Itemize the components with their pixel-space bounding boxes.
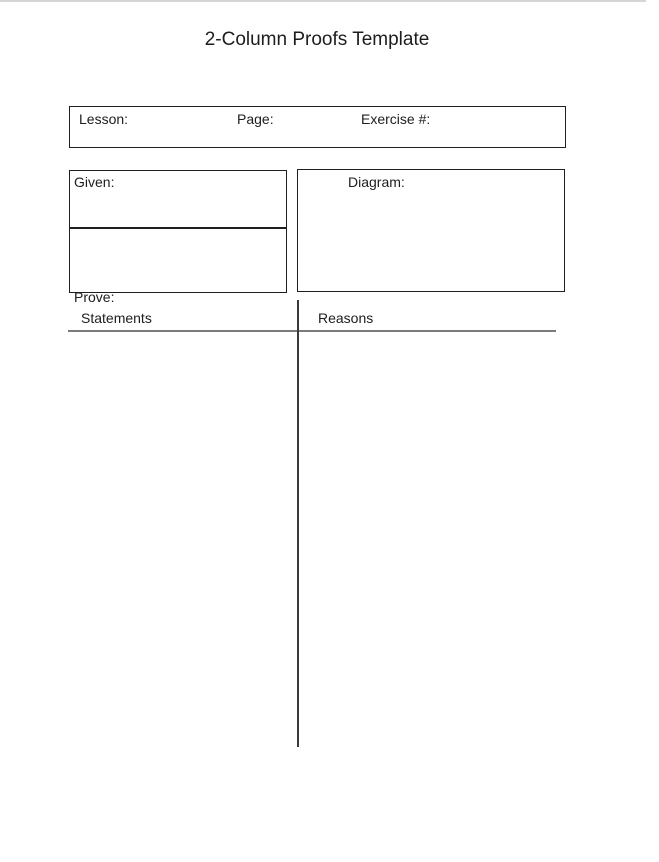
exercise-number-label: Exercise #:	[361, 111, 431, 127]
given-label: Given:	[74, 174, 115, 190]
page-title: 2-Column Proofs Template	[204, 29, 430, 50]
lesson-label: Lesson:	[79, 111, 129, 127]
prove-label: Prove:	[74, 289, 115, 305]
page-edge-artifact	[0, 0, 646, 2]
lesson-info-box	[69, 106, 566, 148]
diagram-label: Diagram:	[348, 174, 405, 190]
page-number-label: Page:	[237, 111, 274, 127]
reasons-column-header: Reasons	[318, 310, 374, 326]
statements-reasons-divider	[297, 300, 299, 747]
given-field	[70, 171, 286, 227]
given-prove-box	[69, 170, 287, 305]
prove-field	[70, 228, 286, 305]
statements-column-header: Statements	[81, 310, 152, 326]
diagram-box	[297, 169, 565, 292]
column-header-rule	[68, 330, 556, 332]
